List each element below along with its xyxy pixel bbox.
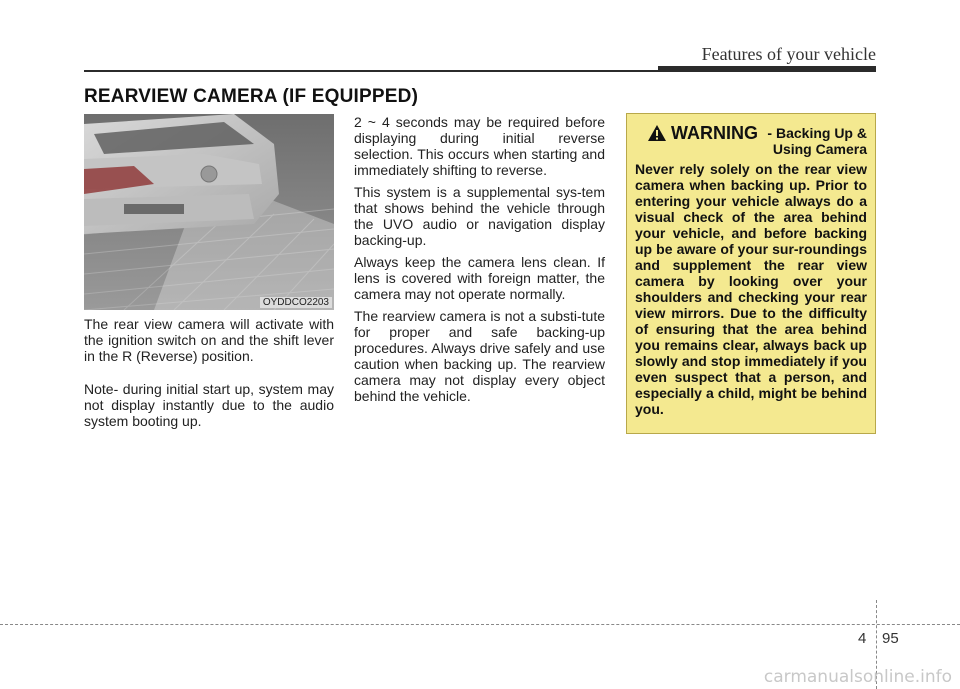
chapter-number: 4	[858, 630, 867, 647]
paragraph: This system is a supplemental sys-tem that shows behind the vehicle through the UVO audio or navigation display backing-up.	[354, 184, 605, 248]
warning-text: Never rely solely on the rear view camera when backing up. Prior to entering your vehicle always do a visual check of the area behind your vehicle, and before backing up be aware of your sur-roundings and supplement the rear view camera by looking over your shoulders and checking your rear view mirrors. Due to the difficulty of ensuring that the area behind you remains clear, always back up slowly and stop immediately if you even suspect that a person, and especially a child, might be behind you.	[635, 161, 867, 417]
footer-rule	[0, 624, 960, 625]
left-column	[84, 316, 334, 446]
rear-camera-photo	[84, 114, 334, 310]
image-code: OYDDCO2203	[260, 297, 332, 308]
warning-subtitle: - Backing Up & Using Camera	[767, 125, 867, 157]
paragraph: 2 ~ 4 seconds may be required before displaying during initial reverse selection. This occurs when starting and immediately shifting to reverse.	[354, 114, 605, 178]
middle-column	[354, 114, 605, 410]
header-title: Features of your vehicle	[701, 44, 876, 64]
warning-box	[626, 113, 876, 434]
section-title: REARVIEW CAMERA (IF EQUIPPED)	[84, 86, 419, 107]
watermark: carmanualsonline.info	[763, 667, 952, 687]
header-rule-accent	[658, 66, 876, 72]
warning-label: WARNING	[671, 123, 758, 143]
paragraph: Always keep the camera lens clean. If lens is covered with foreign matter, the camera may not operate normally.	[354, 254, 605, 302]
car-rear-illustration	[84, 114, 334, 310]
paragraph: Note- during initial start up, system may not display instantly due to the audio system booting up.	[84, 381, 334, 429]
paragraph: The rearview camera is not a substi-tute for proper and safe backing-up procedures. Always drive safely and use caution when backing up. The rearview camera may not display every object behind the vehicle.	[354, 308, 605, 404]
page-number: 95	[882, 630, 899, 647]
warning-triangle-icon	[647, 124, 667, 142]
warning-header	[635, 122, 867, 157]
paragraph: The rear view camera will activate with the ignition switch on and the shift lever in the R (Reverse) position.	[84, 316, 334, 364]
